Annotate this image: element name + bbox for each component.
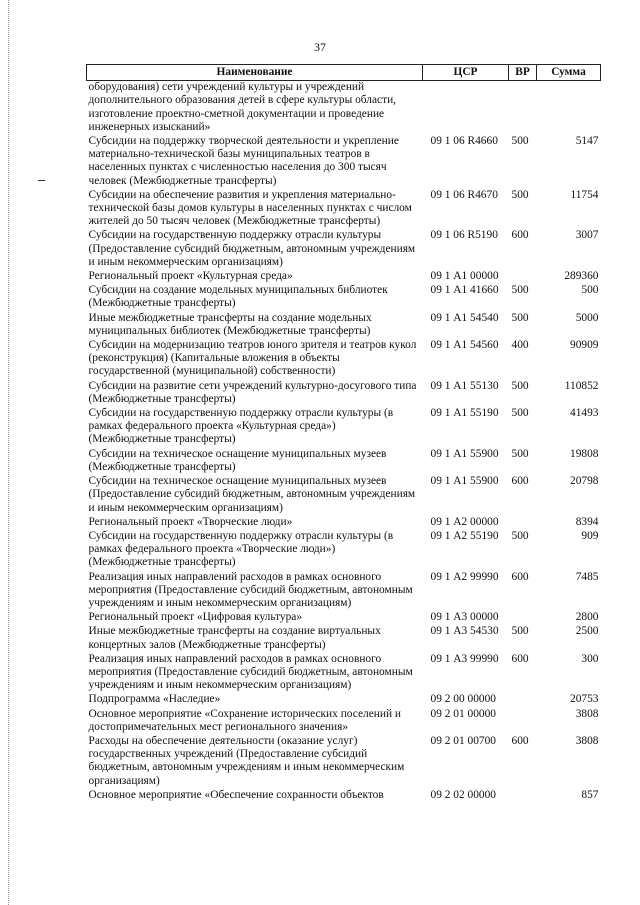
- name-cell: оборудования) сети учреждений культуры и учреждений дополнительного образования детей в сфере культуры области, изготовление проектно-сметной документации и проведение инженерных изысканий»: [88, 81, 397, 133]
- vr-cell: 500: [511, 379, 529, 392]
- table-row: [87, 312, 601, 339]
- vr-cell: 500: [511, 447, 529, 460]
- name-cell: Субсидии на государственную поддержку отрасли культуры (Предоставление субсидий бюджетным, автономным учреждениям и иным некоммерческим организациям): [88, 229, 416, 268]
- sum-cell: 20798: [570, 475, 599, 488]
- name-cell: Субсидии на поддержку творческой деятельности и укрепление материально-технической базы муниципальных театров в населенных пунктах с численностью населения до 300 тысяч человек (Межбюджетные трансферты): [88, 135, 399, 187]
- csr-cell: 09 1 А1 55190: [430, 407, 499, 420]
- csr-cell: 09 1 А1 55900: [430, 447, 499, 460]
- sum-cell: 41493: [570, 407, 599, 420]
- vr-cell: [509, 789, 537, 803]
- sum-cell: 2800: [575, 611, 599, 624]
- name-cell: Основное мероприятие «Обеспечение сохранности объектов: [88, 788, 384, 801]
- sum-cell: 90909: [570, 339, 599, 352]
- sum-cell: 5147: [575, 135, 599, 148]
- table-header-row: [87, 65, 601, 81]
- table-row: [87, 611, 601, 625]
- vr-cell: [509, 708, 537, 735]
- table-row: [87, 571, 601, 612]
- vr-cell: 500: [511, 135, 529, 148]
- csr-cell: 09 1 А1 41660: [430, 284, 499, 297]
- sum-cell: 500: [581, 284, 599, 297]
- name-cell: Иные межбюджетные трансферты на создание виртуальных концертных залов (Межбюджетные трансферты): [88, 625, 381, 651]
- name-cell: Субсидии на развитие сети учреждений культурно-досугового типа (Межбюджетные трансферты): [88, 379, 417, 405]
- csr-cell: 09 1 06 R4670: [430, 188, 498, 201]
- sum-cell: 19808: [570, 447, 599, 460]
- vr-cell: 500: [511, 407, 529, 420]
- table-row: [87, 693, 601, 707]
- header-name: Наименование: [87, 65, 423, 81]
- vr-cell: 500: [511, 188, 529, 201]
- table-row: [87, 475, 601, 516]
- sum-cell: [537, 81, 601, 135]
- csr-cell: 09 1 А1 00000: [430, 270, 499, 283]
- table-row: [87, 516, 601, 530]
- header-sum: Сумма: [537, 65, 601, 81]
- table-row: [87, 407, 601, 448]
- name-cell: Региональный проект «Культурная среда»: [88, 270, 293, 283]
- sum-cell: 3808: [575, 707, 599, 720]
- page-number: 37: [314, 40, 326, 54]
- table-row: [87, 625, 601, 652]
- table-row: [87, 653, 601, 694]
- name-cell: Региональный проект «Цифровая культура»: [88, 611, 303, 624]
- sum-cell: 909: [581, 529, 599, 542]
- name-cell: Иные межбюджетные трансферты на создание модельных муниципальных библиотек (Межбюджетные трансферты): [88, 311, 372, 337]
- name-cell: Реализация иных направлений расходов в рамках основного мероприятия (Предоставление субсидий бюджетным, автономным учреждениям и иным некоммерческим организациям): [88, 652, 413, 692]
- sum-cell: 5000: [575, 311, 599, 324]
- sum-cell: 3007: [575, 229, 599, 242]
- csr-cell: 09 1 А1 54540: [430, 311, 499, 324]
- sum-cell: 11754: [570, 188, 599, 201]
- vr-cell: 500: [511, 529, 529, 542]
- vr-cell: [509, 81, 537, 135]
- table-row: [87, 530, 601, 571]
- name-cell: Субсидии на создание модельных муниципальных библиотек (Межбюджетные трансферты): [88, 284, 388, 310]
- name-cell: Субсидии на государственную поддержку отрасли культуры (в рамках федерального проекта «Творческие люди») (Межбюджетные трансферты): [88, 529, 394, 569]
- csr-cell: 09 1 А3 99990: [430, 652, 499, 665]
- table-row: [87, 270, 601, 284]
- csr-cell: 09 1 А1 55900: [430, 475, 499, 488]
- csr-cell: 09 2 01 00000: [430, 707, 496, 720]
- csr-cell: 09 1 А3 00000: [430, 611, 499, 624]
- name-cell: Основное мероприятие «Сохранение исторических поселений и достопримечательных мест регионального значения»: [88, 707, 401, 733]
- sum-cell: 289360: [564, 270, 599, 283]
- name-cell: Субсидии на техническое оснащение муниципальных музеев (Предоставление субсидий бюджетным, автономным учреждениям и иным некоммерческим организациям): [88, 475, 416, 514]
- csr-cell: 09 2 01 00700: [430, 734, 496, 747]
- table-row: [87, 189, 601, 230]
- vr-cell: 600: [511, 570, 529, 583]
- name-cell: Подпрограмма «Наследие»: [88, 693, 221, 706]
- sum-cell: 20753: [570, 693, 599, 706]
- name-cell: Реализация иных направлений расходов в рамках основного мероприятия (Предоставление субсидий бюджетным, автономным учреждениям и иным некоммерческим организациям): [88, 570, 413, 609]
- scan-edge: [8, 0, 10, 905]
- vr-cell: [509, 611, 537, 625]
- table-row: [87, 735, 601, 789]
- csr-cell: 09 1 А2 00000: [430, 515, 499, 528]
- name-cell: Расходы на обеспечение деятельности (оказание услуг) государственных учреждений (Предоставление субсидий бюджетным, автономным учреждениям и иным некоммерческим организациям): [88, 734, 405, 787]
- name-cell: Субсидии на модернизацию театров юного зрителя и театров кукол (реконструкция) (Капитальные вложения в объекты государственной (муниципальной) собственности): [88, 339, 417, 378]
- csr-cell: 09 1 А1 55130: [430, 379, 499, 392]
- csr-cell: [423, 81, 509, 135]
- vr-cell: [509, 516, 537, 530]
- vr-cell: 500: [511, 284, 529, 297]
- sum-cell: 110852: [564, 379, 599, 392]
- csr-cell: 09 1 А2 55190: [430, 529, 499, 542]
- csr-cell: 09 1 А3 54530: [430, 625, 499, 638]
- vr-cell: 600: [511, 229, 529, 242]
- csr-cell: 09 1 А2 99990: [430, 570, 499, 583]
- vr-cell: 500: [511, 625, 529, 638]
- vr-cell: 600: [511, 475, 529, 488]
- table-row: [87, 448, 601, 475]
- name-cell: Субсидии на государственную поддержку отрасли культуры (в рамках федерального проекта «Культурная среда») (Межбюджетные трансферты): [88, 407, 394, 446]
- table-body: [87, 81, 601, 803]
- csr-cell: 09 1 06 R4660: [430, 135, 498, 148]
- header-vr: ВР: [509, 65, 537, 81]
- margin-mark: [38, 180, 45, 181]
- sum-cell: 3808: [575, 734, 599, 747]
- sum-cell: 300: [581, 652, 599, 665]
- vr-cell: 600: [511, 652, 529, 665]
- csr-cell: 09 1 А1 54560: [430, 339, 499, 352]
- vr-cell: 500: [511, 311, 529, 324]
- table-row: [87, 380, 601, 407]
- name-cell: Субсидии на техническое оснащение муниципальных музеев (Межбюджетные трансферты): [88, 447, 387, 473]
- header-csr: ЦСР: [423, 65, 509, 81]
- table-row: [87, 708, 601, 735]
- name-cell: Региональный проект «Творческие люди»: [88, 515, 293, 528]
- vr-cell: [509, 693, 537, 707]
- name-cell: Субсидии на обеспечение развития и укрепления материально-технической базы домов культуры в населенных пунктах с числом жителей до 50 тысяч человек (Межбюджетные трансферты): [88, 188, 412, 228]
- sum-cell: 2500: [575, 625, 599, 638]
- table-row: [87, 339, 601, 380]
- budget-table: [86, 64, 601, 803]
- vr-cell: [509, 270, 537, 284]
- table-row: [87, 789, 601, 803]
- csr-cell: 09 2 00 00000: [430, 693, 496, 706]
- table-row: [87, 81, 601, 135]
- table-row: [87, 284, 601, 311]
- vr-cell: 600: [511, 734, 529, 747]
- sum-cell: 857: [581, 788, 599, 801]
- sum-cell: 8394: [575, 515, 599, 528]
- table-row: [87, 135, 601, 189]
- vr-cell: 400: [511, 339, 529, 352]
- csr-cell: 09 2 02 00000: [430, 788, 496, 801]
- sum-cell: 7485: [575, 570, 599, 583]
- csr-cell: 09 1 06 R5190: [430, 229, 498, 242]
- table-row: [87, 229, 601, 270]
